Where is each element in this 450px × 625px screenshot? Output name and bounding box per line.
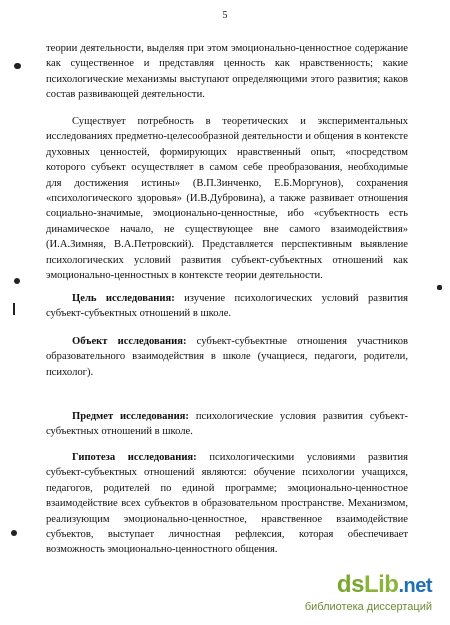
text-line: возможность эмоционально-ценностного общения. — [46, 544, 278, 556]
text-line: динамическое начало, не существующее вне самого взаимодействия» — [46, 223, 408, 235]
goal-section — [46, 291, 408, 322]
text-line: Существует потребность в теоретических и экспериментальных — [72, 116, 408, 127]
hypothesis-label: Гипотеза исследования: — [72, 452, 197, 463]
text-line: взаимодействие всех субъектов в образовательном пространстве. Механизмом, — [46, 498, 408, 510]
text-line: как существенное и представляя ценность как нравственность; какие — [46, 58, 408, 70]
subject-section — [46, 409, 408, 440]
paragraph-2 — [46, 114, 408, 283]
text-line: психологические механизмы выступают определяющими этого развития; каков — [46, 73, 408, 85]
text-line: теории деятельности, выделяя при этом эмоционально-ценностное содержание — [46, 43, 408, 54]
text-line: субъект-субъектных отношений в школе. — [46, 308, 232, 320]
object-label: Объект исследования: — [72, 336, 187, 347]
margin-mark — [14, 278, 20, 284]
goal-label: Цель исследования: — [72, 293, 175, 304]
text-line: психолог). — [46, 366, 94, 378]
text-line: педагогов, родителей по единой программе; эмоционально-ценностное — [46, 482, 408, 494]
margin-mark — [11, 530, 17, 536]
text-line: «психологического здоровья» (И.В.Дубровина), а также развивает отношения — [46, 193, 408, 205]
text-line: (И.А.Зимняя, В.А.Петровский). Представляется перспективным выявление — [46, 239, 408, 251]
text-line: субъектных отношений в школе. — [46, 426, 193, 438]
text-line: социально-значимые, эмоционально-ценностные, ибо «субъектность есть — [46, 208, 408, 220]
text-line: которого субъект осуществляет в самом себе преобразования, необходимые — [46, 162, 408, 174]
text-line: исследованиях предметно-целесообразной деятельности и общения в контексте — [46, 131, 408, 143]
text-line: субъектов, выступает личностная рефлексия, которая обеспечивает — [46, 529, 408, 541]
body-text — [46, 41, 408, 103]
text-line: состав развивающей деятельности. — [46, 89, 205, 101]
paragraph-1 — [46, 41, 408, 103]
text-line: эмоционально-ценностных в контексте теории деятельности. — [46, 270, 323, 282]
margin-mark — [14, 63, 21, 69]
subject-label: Предмет исследования: — [72, 411, 189, 422]
text-line: для достижения истины» (В.П.Зинченко, Е.Б.Моргунов), сохранения — [46, 177, 408, 189]
text-line — [46, 334, 408, 349]
subject-text: психологические условия развития субъект- — [188, 411, 409, 422]
text-line: образовательного взаимодействия в школе (учащиеся, педагоги, родители, — [46, 351, 408, 363]
text-line: реализующим эмоционально-ценностное, нравственное взаимодействие — [46, 513, 408, 525]
page-number: 5 — [222, 10, 228, 21]
text-line — [46, 291, 408, 306]
text-line — [46, 450, 408, 465]
text-line: духовных ценностей, формирующих нравственный опыт, «посредством — [46, 146, 408, 158]
object-section — [46, 334, 408, 380]
hypothesis-section — [46, 450, 408, 558]
text-line: психологических условий развития субъект-субъектных отношений как — [46, 254, 408, 266]
text-line: субъект-субъектных отношений являются: обучение психологии учащихся, — [46, 467, 408, 479]
dslib-watermark — [286, 571, 436, 617]
hypothesis-text: психологическими условиями развития — [196, 452, 408, 463]
object-text: субъект-субъектные отношения участников — [186, 336, 409, 347]
margin-mark — [437, 285, 442, 290]
body-text — [46, 114, 408, 283]
margin-mark — [13, 303, 15, 315]
goal-text: изучение психологических условий развития — [174, 293, 409, 304]
dslib-logo: dsLib.net — [336, 571, 432, 598]
text-line — [46, 409, 408, 424]
dslib-subtitle: библиотека диссертаций — [304, 601, 432, 613]
